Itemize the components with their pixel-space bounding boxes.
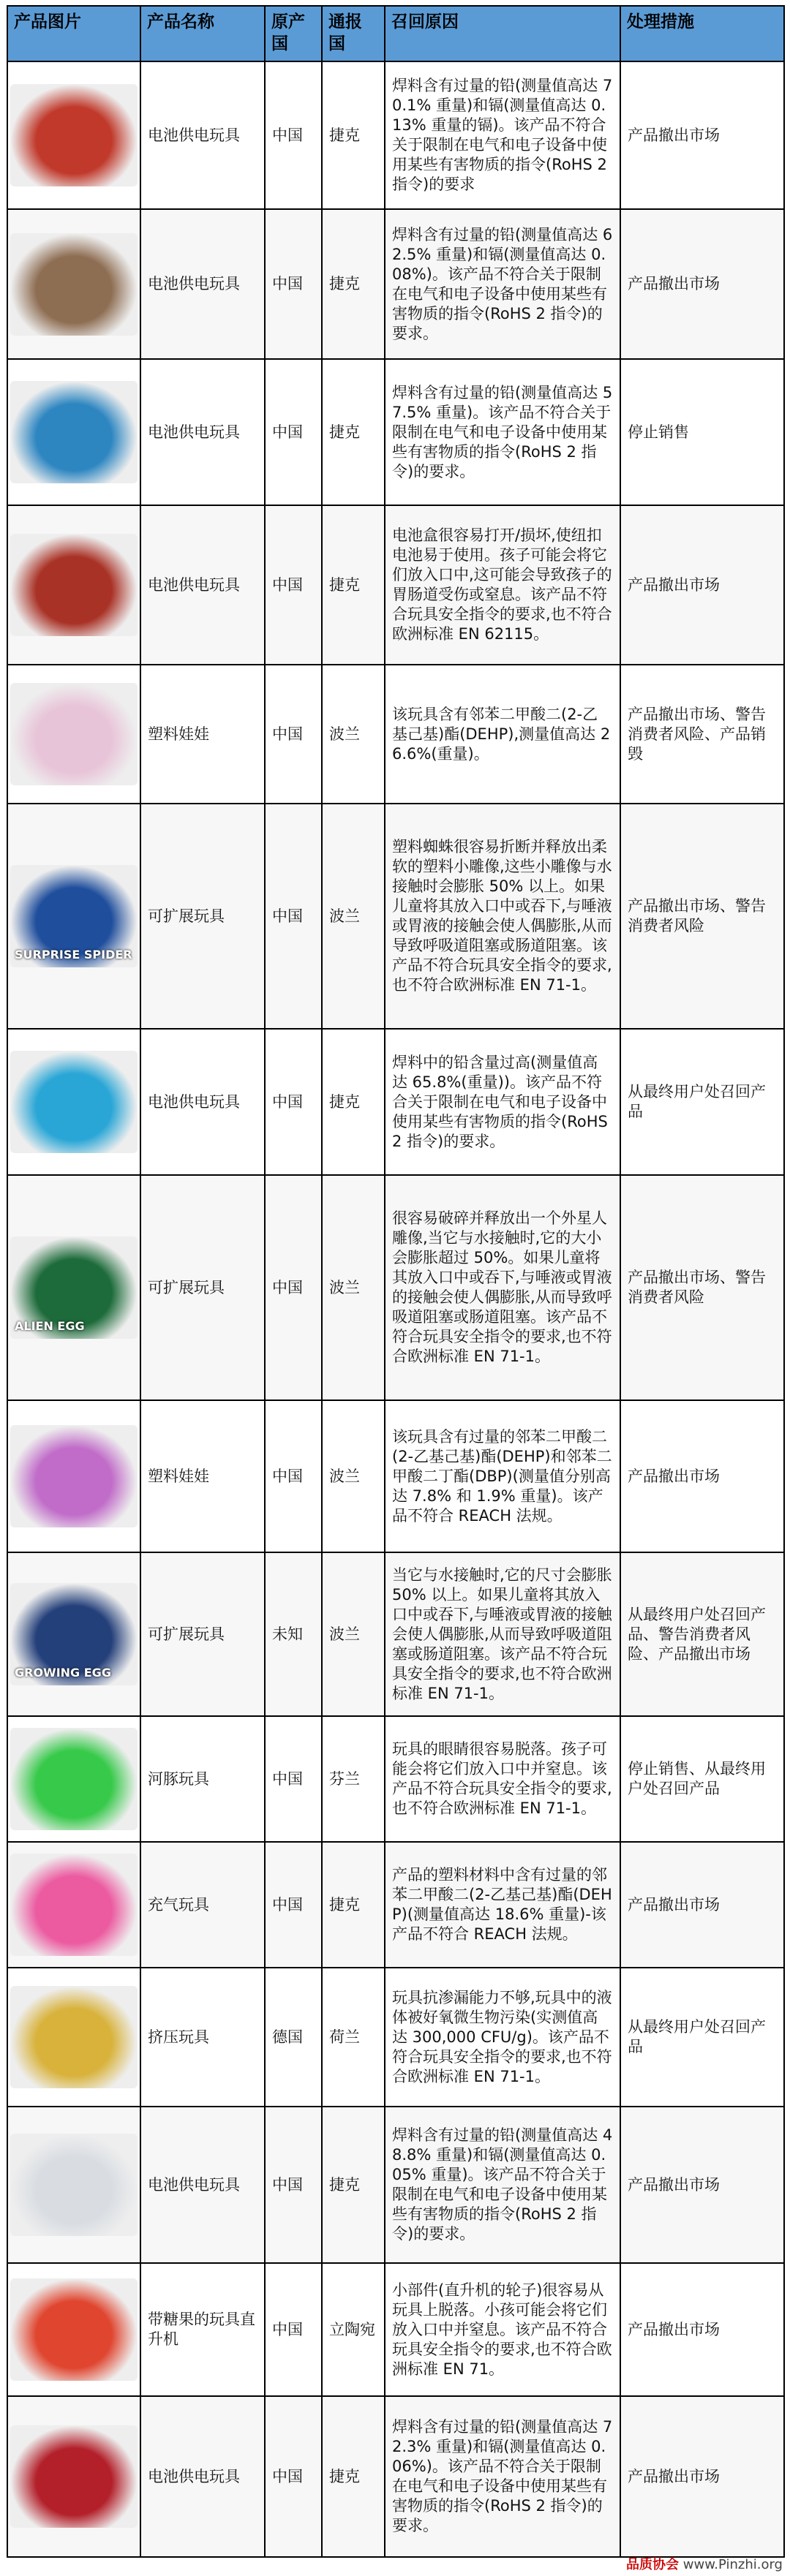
product-name: 可扩展玩具 [140, 1552, 265, 1716]
origin-country: 中国 [265, 1716, 322, 1842]
notifying-country: 捷克 [322, 209, 385, 359]
product-name: 带糖果的玩具直升机 [140, 2263, 265, 2396]
product-image [10, 1854, 138, 1956]
origin-country: 中国 [265, 2107, 322, 2263]
notifying-country: 立陶宛 [322, 2263, 385, 2396]
origin-country: 中国 [265, 2396, 322, 2557]
product-image-cell [7, 665, 140, 804]
product-name: 电池供电玩具 [140, 359, 265, 505]
product-image [10, 683, 138, 785]
product-image-label: ALIEN EGG [15, 1319, 85, 1333]
table-header-row [7, 6, 784, 61]
product-name: 充气玩具 [140, 1842, 265, 1968]
notifying-country: 捷克 [322, 359, 385, 505]
recall-action: 产品撤出市场 [620, 1842, 784, 1968]
product-name: 塑料娃娃 [140, 1400, 265, 1552]
header-image: 产品图片 [7, 6, 140, 61]
product-image [10, 1583, 138, 1685]
product-image [10, 865, 138, 967]
product-name: 可扩展玩具 [140, 1175, 265, 1400]
table-row [7, 1968, 784, 2107]
product-name: 电池供电玩具 [140, 1029, 265, 1175]
table-row [7, 1842, 784, 1968]
table-row [7, 804, 784, 1029]
product-name: 电池供电玩具 [140, 2396, 265, 2557]
origin-country: 中国 [265, 1400, 322, 1552]
notifying-country: 波兰 [322, 665, 385, 804]
notifying-country: 波兰 [322, 1175, 385, 1400]
product-image-cell [7, 2396, 140, 2557]
product-name: 电池供电玩具 [140, 2107, 265, 2263]
recall-reason: 小部件(直升机的轮子)很容易从玩具上脱落。小孩可能会将它们放入口中并窒息。该产品不符合玩具安全指令的要求,也不符合欧洲标准 EN 71。 [385, 2263, 620, 2396]
product-name: 挤压玩具 [140, 1968, 265, 2107]
product-image [10, 2134, 138, 2236]
recall-action: 产品撤出市场、警告消费者风险 [620, 1175, 784, 1400]
notifying-country: 捷克 [322, 1842, 385, 1968]
origin-country: 中国 [265, 359, 322, 505]
table-row [7, 1552, 784, 1716]
recall-table [7, 5, 785, 2558]
watermark [626, 2554, 783, 2573]
origin-country: 未知 [265, 1552, 322, 1716]
recall-action: 从最终用户处召回产品 [620, 1968, 784, 2107]
product-image-cell [7, 61, 140, 209]
product-name: 河豚玩具 [140, 1716, 265, 1842]
recall-reason: 塑料蜘蛛很容易折断并释放出柔软的塑料小雕像,这些小雕像与水接触时会膨胀 50% 以上。如果儿童将其放入口中或吞下,与唾液或胃液的接触会使人偶膨胀,从而导致呼吸道阻塞或肠道阻塞。该产品不符合玩具安全指令的要求,也不符合欧洲标准 EN 71-1。 [385, 804, 620, 1029]
product-image-cell [7, 359, 140, 505]
watermark-site: www.Pinzhi.org [682, 2557, 783, 2572]
recall-reason: 焊料含有过量的铅(测量值高达 70.1% 重量)和镉(测量值高达 0.13% 重量的镉)。该产品不符合关于限制在电气和电子设备中使用某些有害物质的指令(RoHS 2 指令)的要求 [385, 61, 620, 209]
notifying-country: 波兰 [322, 1400, 385, 1552]
product-image-cell [7, 2107, 140, 2263]
table-row [7, 505, 784, 665]
recall-reason: 电池盒很容易打开/损坏,使纽扣电池易于使用。孩子可能会将它们放入口中,这可能会导致孩子的胃肠道受伤或窒息。该产品不符合玩具安全指令的要求,也不符合欧洲标准 EN 62115。 [385, 505, 620, 665]
product-image [10, 1986, 138, 2088]
recall-action: 产品撤出市场 [620, 61, 784, 209]
product-image-cell [7, 1968, 140, 2107]
header-action: 处理措施 [620, 6, 784, 61]
product-image-cell [7, 1842, 140, 1968]
header-reason: 召回原因 [385, 6, 620, 61]
recall-action: 产品撤出市场 [620, 1400, 784, 1552]
table-row [7, 2107, 784, 2263]
notifying-country: 捷克 [322, 2396, 385, 2557]
recall-reason: 焊料含有过量的铅(测量值高达 57.5% 重量)。该产品不符合关于限制在电气和电子设备中使用某些有害物质的指令(RoHS 2 指令)的要求。 [385, 359, 620, 505]
product-image-cell [7, 505, 140, 665]
notifying-country: 捷克 [322, 1029, 385, 1175]
table-row [7, 2263, 784, 2396]
product-image-cell [7, 1400, 140, 1552]
watermark-logo: 品质协会 [626, 2557, 680, 2572]
notifying-country: 波兰 [322, 804, 385, 1029]
recall-reason: 焊料含有过量的铅(测量值高达 72.3% 重量)和镉(测量值高达 0.06%)。该产品不符合关于限制在电气和电子设备中使用某些有害物质的指令(RoHS 2 指令)的要求。 [385, 2396, 620, 2557]
origin-country: 中国 [265, 1175, 322, 1400]
table-row [7, 1400, 784, 1552]
product-image [10, 233, 138, 336]
header-origin: 原产国 [265, 6, 322, 61]
product-image [10, 2425, 138, 2528]
table-row [7, 209, 784, 359]
recall-action: 从最终用户处召回产品、警告消费者风险、产品撤出市场 [620, 1552, 784, 1716]
table-row [7, 665, 784, 804]
origin-country: 中国 [265, 665, 322, 804]
product-name: 电池供电玩具 [140, 61, 265, 209]
recall-reason: 焊料含有过量的铅(测量值高达 48.8% 重量)和镉(测量值高达 0.05% 重量)。该产品不符合关于限制在电气和电子设备中使用某些有害物质的指令(RoHS 2 指令)的要求。 [385, 2107, 620, 2263]
recall-reason: 很容易破碎并释放出一个外星人雕像,当它与水接触时,它的大小会膨胀超过 50%。如果儿童将其放入口中或吞下,与唾液或胃液的接触会使人偶膨胀,从而导致呼吸道阻塞或肠道阻塞。该产品不符合玩具安全指令的要求,也不符合欧洲标准 EN 71-1。 [385, 1175, 620, 1400]
recall-action: 产品撤出市场 [620, 2107, 784, 2263]
table-row [7, 1716, 784, 1842]
recall-reason: 玩具抗渗漏能力不够,玩具中的液体被好氧微生物污染(实测值高达 300,000 CFU/g)。该产品不符合玩具安全指令的要求,也不符合欧洲标准 EN 71-1。 [385, 1968, 620, 2107]
notifying-country: 捷克 [322, 505, 385, 665]
recall-action: 从最终用户处召回产品 [620, 1029, 784, 1175]
notifying-country: 捷克 [322, 2107, 385, 2263]
notifying-country: 荷兰 [322, 1968, 385, 2107]
product-image-cell [7, 804, 140, 1029]
header-name: 产品名称 [140, 6, 265, 61]
product-name: 电池供电玩具 [140, 505, 265, 665]
product-image-cell [7, 2263, 140, 2396]
product-image [10, 534, 138, 636]
recall-reason: 玩具的眼睛很容易脱落。孩子可能会将它们放入口中并窒息。该产品不符合玩具安全指令的要求,也不符合欧洲标准 EN 71-1。 [385, 1716, 620, 1842]
product-image [10, 1051, 138, 1153]
recall-reason: 焊料中的铅含量过高(测量值高达 65.8%(重量))。该产品不符合关于限制在电气和电子设备中使用某些有害物质的指令(RoHS 2 指令)的要求。 [385, 1029, 620, 1175]
table-row [7, 1029, 784, 1175]
product-image-cell [7, 1029, 140, 1175]
recall-reason: 该玩具含有邻苯二甲酸二(2-乙基己基)酯(DEHP),测量值高达 26.6%(重量)。 [385, 665, 620, 804]
product-image-cell [7, 209, 140, 359]
recall-action: 停止销售、从最终用户处召回产品 [620, 1716, 784, 1842]
recall-reason: 焊料含有过量的铅(测量值高达 62.5% 重量)和镉(测量值高达 0.08%)。该产品不符合关于限制在电气和电子设备中使用某些有害物质的指令(RoHS 2 指令)的要求。 [385, 209, 620, 359]
origin-country: 中国 [265, 2263, 322, 2396]
origin-country: 中国 [265, 1842, 322, 1968]
origin-country: 中国 [265, 1029, 322, 1175]
product-image-label: GROWING EGG [15, 1666, 111, 1680]
notifying-country: 波兰 [322, 1552, 385, 1716]
recall-action: 产品撤出市场、警告消费者风险、产品销毁 [620, 665, 784, 804]
recall-action: 产品撤出市场 [620, 2263, 784, 2396]
recall-action: 产品撤出市场 [620, 2396, 784, 2557]
recall-reason: 产品的塑料材料中含有过量的邻苯二甲酸二(2-乙基己基)酯(DEHP)(测量值高达 18.6% 重量)-该产品不符合 REACH 法规。 [385, 1842, 620, 1968]
product-image [10, 381, 138, 483]
product-image-cell [7, 1175, 140, 1400]
table-row [7, 1175, 784, 1400]
recall-action: 产品撤出市场 [620, 209, 784, 359]
product-image [10, 1236, 138, 1339]
origin-country: 中国 [265, 209, 322, 359]
notifying-country: 捷克 [322, 61, 385, 209]
recall-reason: 该玩具含有过量的邻苯二甲酸二(2-乙基己基)酯(DEHP)和邻苯二甲酸二丁酯(DBP)(测量值分别高达 7.8% 和 1.9% 重量)。该产品不符合 REACH 法规。 [385, 1400, 620, 1552]
product-image [10, 2278, 138, 2381]
origin-country: 中国 [265, 61, 322, 209]
recall-action: 产品撤出市场 [620, 505, 784, 665]
product-image-label: SURPRISE SPIDER [15, 948, 132, 962]
product-image [10, 1728, 138, 1830]
notifying-country: 芬兰 [322, 1716, 385, 1842]
product-image [10, 84, 138, 186]
product-name: 电池供电玩具 [140, 209, 265, 359]
origin-country: 德国 [265, 1968, 322, 2107]
product-image-cell [7, 1716, 140, 1842]
recall-action: 停止销售 [620, 359, 784, 505]
table-row [7, 61, 784, 209]
origin-country: 中国 [265, 804, 322, 1029]
product-name: 可扩展玩具 [140, 804, 265, 1029]
recall-reason: 当它与水接触时,它的尺寸会膨胀 50% 以上。如果儿童将其放入口中或吞下,与唾液或胃液的接触会使人偶膨胀,从而导致呼吸道阻塞或肠道阻塞。该产品不符合玩具安全指令的要求,也不符合欧洲标准 EN 71-1。 [385, 1552, 620, 1716]
table-row [7, 2396, 784, 2557]
origin-country: 中国 [265, 505, 322, 665]
product-image [10, 1425, 138, 1527]
product-name: 塑料娃娃 [140, 665, 265, 804]
header-notify: 通报国 [322, 6, 385, 61]
table-row [7, 359, 784, 505]
recall-action: 产品撤出市场、警告消费者风险 [620, 804, 784, 1029]
product-image-cell [7, 1552, 140, 1716]
